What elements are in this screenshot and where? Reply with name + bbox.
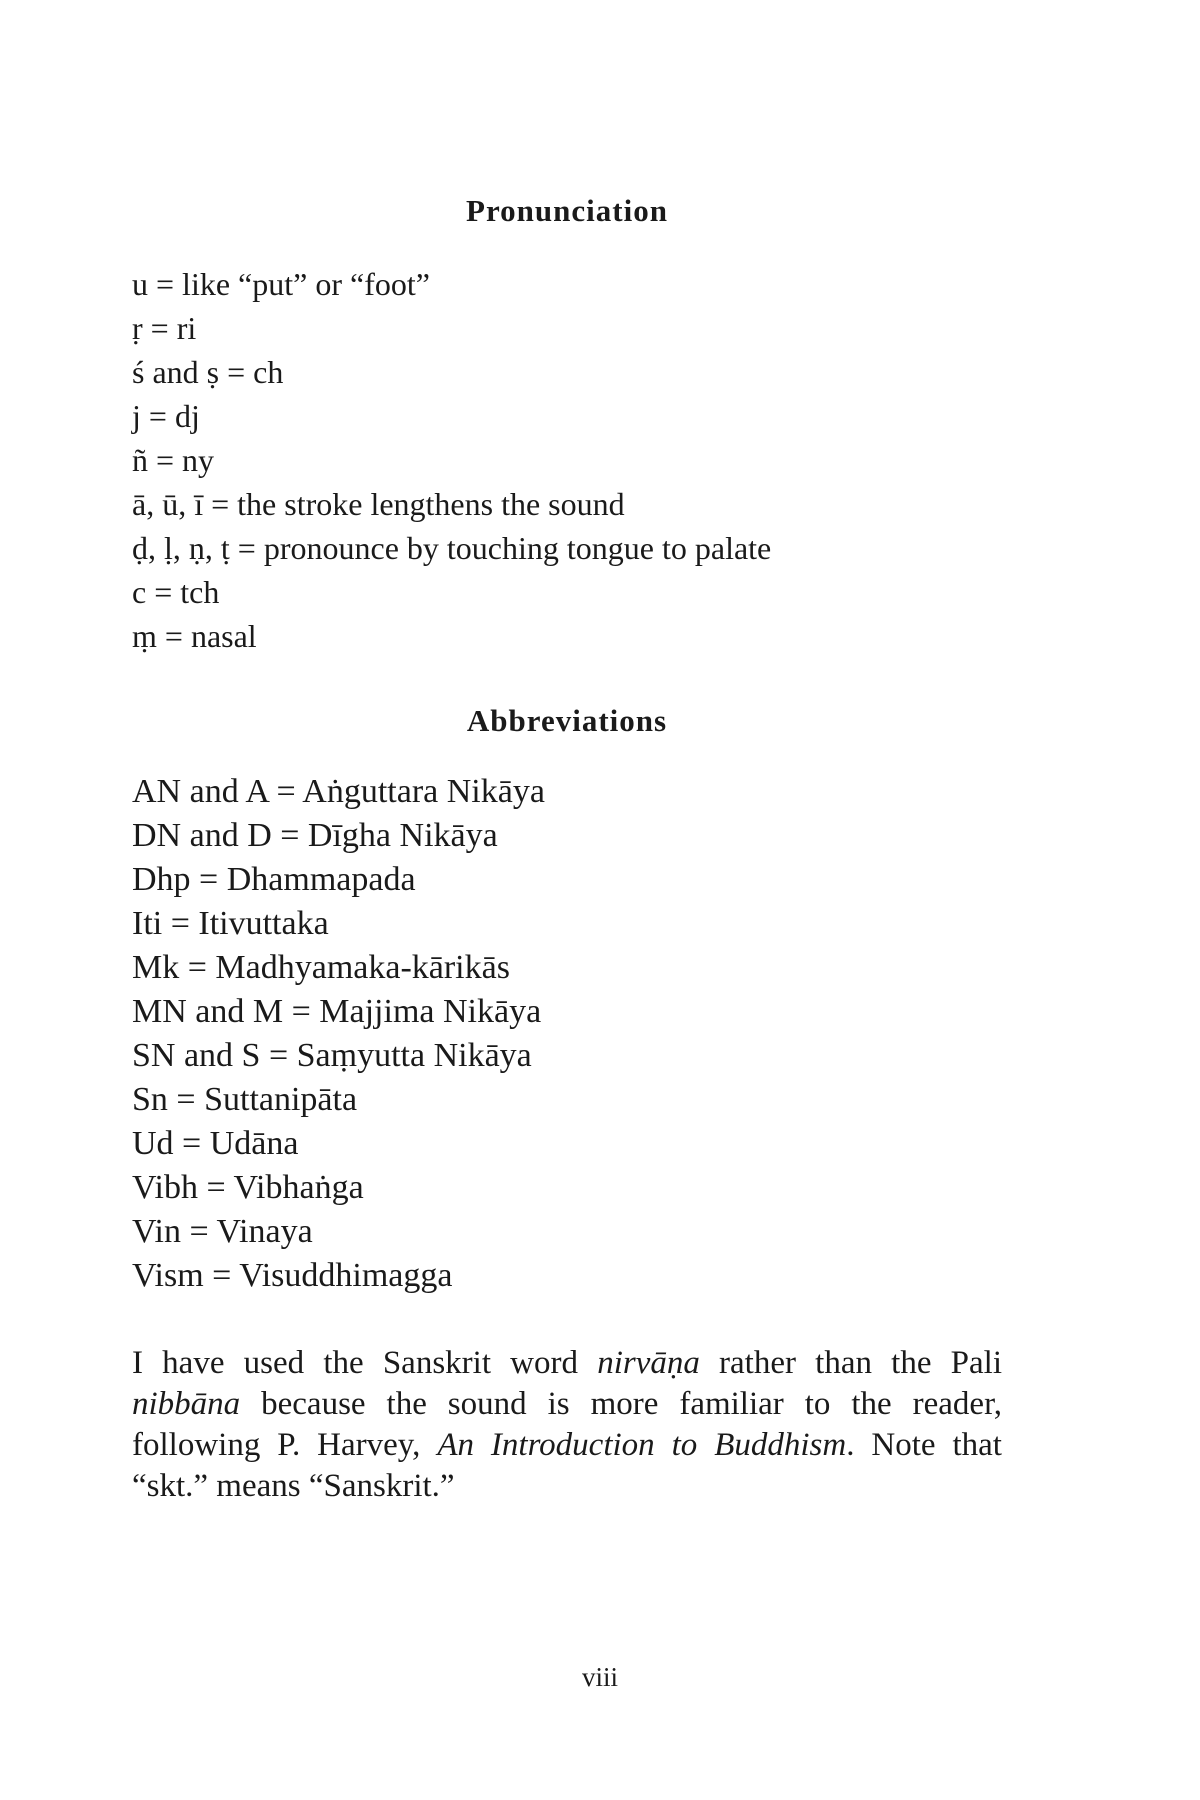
pronunciation-item: ṛ = ri xyxy=(132,310,197,346)
note-text: rather than the Pali xyxy=(699,1345,1002,1381)
abbreviation-item: Vism = Visuddhimagga xyxy=(132,1257,453,1294)
abbreviation-item: AN and A = Aṅguttara Nikāya xyxy=(132,773,545,810)
abbreviation-item: SN and S = Saṃyutta Nikāya xyxy=(132,1037,532,1074)
pronunciation-heading: Pronunciation xyxy=(466,193,668,228)
pronunciation-item: ñ = ny xyxy=(132,442,215,478)
note-term-nirvana: nirvāṇa xyxy=(597,1345,700,1381)
note-text: I have used the Sanskrit word xyxy=(132,1345,598,1381)
abbreviations-list xyxy=(132,770,545,1298)
pronunciation-item: j = dj xyxy=(132,398,200,434)
pronunciation-item: ś and ṣ = ch xyxy=(132,354,284,390)
transliteration-note xyxy=(132,1343,1002,1507)
note-text: because the sound is more familiar to the reader, following P. Harvey, xyxy=(132,1386,1002,1463)
abbreviation-item: DN and D = Dīgha Nikāya xyxy=(132,817,498,854)
abbreviation-item: Vin = Vinaya xyxy=(132,1213,313,1250)
pronunciation-item: c = tch xyxy=(132,574,220,610)
pronunciation-item: ḍ, ḷ, ṇ, ṭ = pronounce by touching tongue to palate xyxy=(132,530,772,566)
abbreviation-item: MN and M = Majjima Nikāya xyxy=(132,993,542,1030)
pronunciation-item: u = like “put” or “foot” xyxy=(132,266,430,302)
abbreviation-item: Dhp = Dhammapada xyxy=(132,861,416,898)
page-number: viii xyxy=(581,1662,618,1692)
abbreviation-item: Vibh = Vibhaṅga xyxy=(132,1169,364,1206)
abbreviation-item: Mk = Madhyamaka-kārikās xyxy=(132,949,510,986)
abbreviation-item: Sn = Suttanipāta xyxy=(132,1081,358,1118)
note-text: . Note that “skt.” means “Sanskrit.” xyxy=(132,1427,1002,1504)
abbreviation-item: Ud = Udāna xyxy=(132,1125,299,1162)
abbreviations-heading: Abbreviations xyxy=(466,703,668,738)
abbreviation-item: Iti = Itivuttaka xyxy=(132,905,329,942)
note-term-nibbana: nibbāna xyxy=(132,1386,241,1422)
note-book-title: An Introduction to Buddhism xyxy=(437,1427,847,1463)
pronunciation-item: ṃ = nasal xyxy=(132,618,257,654)
pronunciation-list xyxy=(132,262,771,658)
pronunciation-item: ā, ū, ī = the stroke lengthens the sound xyxy=(132,486,625,522)
